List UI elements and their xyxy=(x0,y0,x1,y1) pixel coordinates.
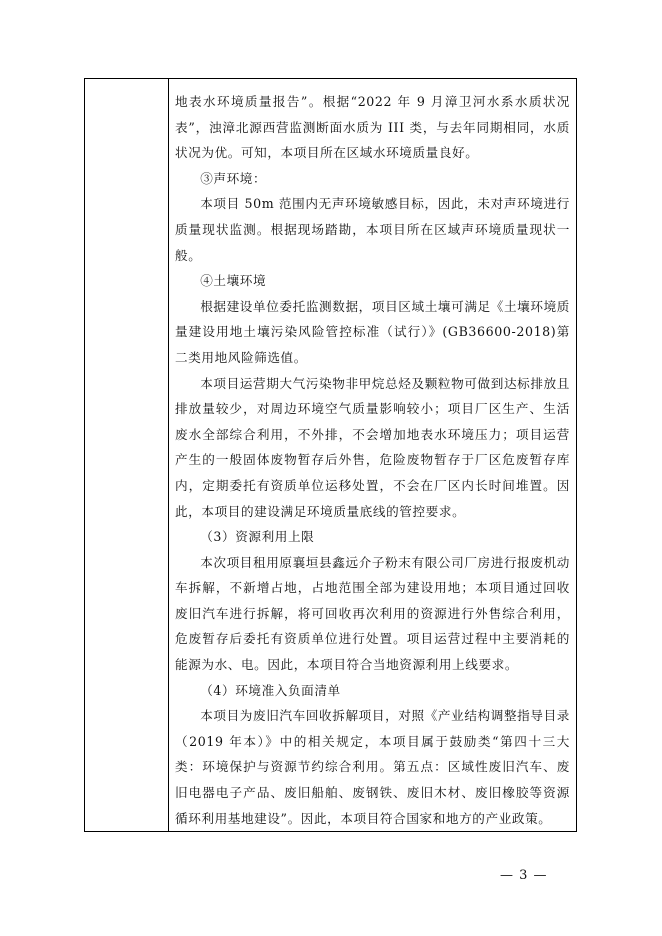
paragraph-noise-environment: 本项目 50m 范围内无声环境敏感目标，因此，未对声环境进行质量现状监测。根据现场踏勘，本项目所在区域声环境质量现状一般。 xyxy=(175,196,570,263)
page-number: — 3 — xyxy=(500,868,548,883)
table-content-cell xyxy=(169,79,576,831)
paragraph-water-quality: 地表水环境质量报告”。根据“2022 年 9 月漳卫河水系水质状况表”，浊漳北源西营监测断面水质为 III 类，与去年同期相同，水质状况为优。可知，本项目所在区域水环境质量良好。 xyxy=(175,94,570,161)
heading-negative-list: （4）环境准入负面清单 xyxy=(200,682,341,698)
paragraph-negative-list: 本项目为废旧汽车回收拆解项目，对照《产业结构调整指导目录（2019 年本）》中的相关规定，本项目属于鼓励类“第四十三大类：环境保护与资源节约综合利用。第五点：区域性废旧汽车、废旧电器电子产品、废旧船舶、废钢铁、废旧木材、废旧橡胶等资源循环利用基地建设”。因此，本项目符合国家和地方的产业政策。 xyxy=(175,708,570,826)
heading-soil-environment: ④土壤环境 xyxy=(200,273,267,289)
paragraph-soil-environment: 根据建设单位委托监测数据，项目区域土壤可满足《土壤环境质量建设用地土壤污染风险管控标准（试行）》(GB36600-2018)第二类用地风险筛选值。 xyxy=(175,298,570,365)
table-label-column xyxy=(85,79,169,831)
heading-resource-limit: （3）资源利用上限 xyxy=(200,529,315,545)
content-table xyxy=(84,78,577,832)
paragraph-resource-limit: 本次项目租用原襄垣县鑫远介子粉末有限公司厂房进行报废机动车拆解，不新增占地，占地范围全部为建设用地；本项目通过回收废旧汽车进行拆解，将可回收再次利用的资源进行外售综合利用，危废暂存后委托有资质单位进行处置。项目运营过程中主要消耗的能源为水、电。因此，本项目符合当地资源利用上线要求。 xyxy=(175,554,570,673)
heading-noise-environment: ③声环境： xyxy=(200,170,267,186)
paragraph-environment-baseline: 本项目运营期大气污染物非甲烷总烃及颗粒物可做到达标排放且排放量较少，对周边环境空气质量影响较小；项目厂区生产、生活废水全部综合利用，不外排，不会增加地表水环境压力；项目运营产生的一般固体废物暂存后外售，危险废物暂存于厂区危废暂存库内，定期委托有资质单位运移处置，不会在厂区内长时间堆置。因此，本项目的建设满足环境质量底线的管控要求。 xyxy=(175,375,570,519)
